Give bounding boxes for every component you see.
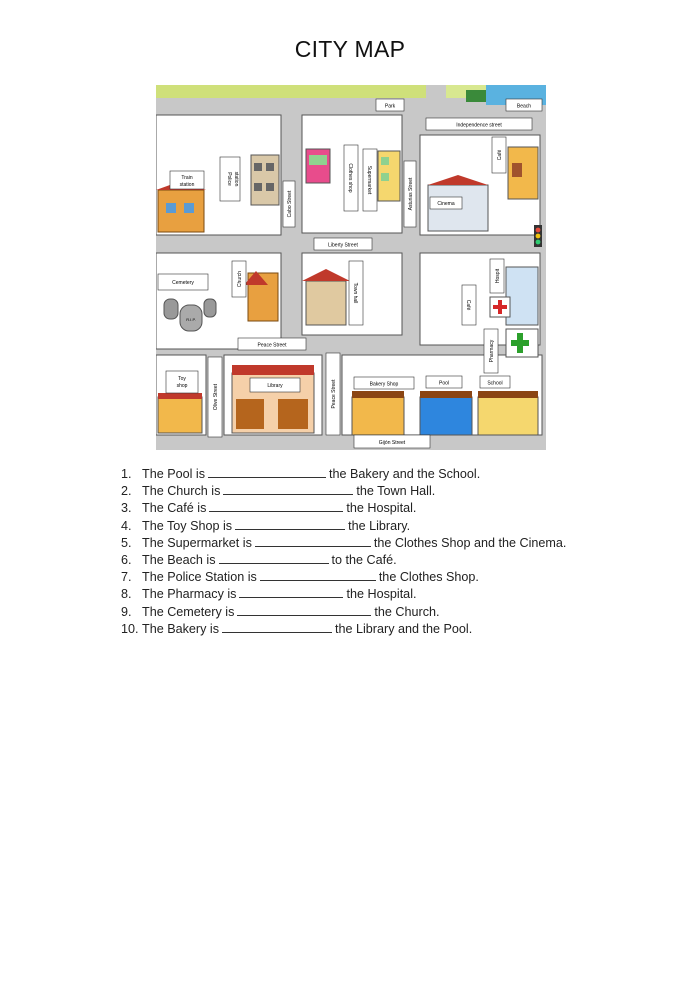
svg-text:station: station bbox=[179, 182, 195, 188]
park-area bbox=[156, 85, 426, 98]
train-station-label bbox=[170, 171, 204, 189]
answer-blank[interactable] bbox=[255, 535, 371, 547]
clothes-shop-building bbox=[306, 149, 330, 183]
svg-text:Gijón Street: Gijón Street bbox=[378, 440, 406, 446]
svg-text:Peace Street: Peace Street bbox=[257, 342, 287, 349]
svg-text:Liberty Street: Liberty Street bbox=[328, 242, 358, 249]
svg-text:Cemetery: Cemetery bbox=[172, 280, 194, 286]
school-label bbox=[480, 376, 510, 388]
svg-text:Café: Café bbox=[465, 299, 471, 311]
svg-text:Beach: Beach bbox=[516, 103, 532, 110]
answer-blank[interactable] bbox=[222, 621, 332, 633]
pool-label bbox=[426, 376, 462, 388]
svg-text:Bakery Shop: Bakery Shop bbox=[369, 381, 399, 388]
peace-street-label-horizontal bbox=[238, 338, 306, 350]
svg-text:Supermarket: Supermarket bbox=[366, 165, 372, 195]
police-station-building bbox=[251, 155, 279, 205]
cabo-street-label bbox=[283, 181, 295, 227]
svg-text:Library: Library bbox=[267, 383, 283, 389]
question-item: 7. The Police Station is the Clothes Shop. bbox=[121, 570, 479, 585]
question-item: 10. The Bakery is the Library and the Pool. bbox=[121, 621, 473, 636]
svg-text:Toy: Toy bbox=[178, 376, 186, 382]
cafe-building bbox=[508, 147, 538, 199]
question-item: 3. The Café is the Hospital. bbox=[121, 501, 417, 516]
svg-text:Park: Park bbox=[384, 103, 396, 110]
traffic-light bbox=[534, 225, 542, 247]
pool-building bbox=[420, 391, 472, 435]
bakery-shop-label bbox=[354, 377, 414, 389]
school-building bbox=[478, 391, 538, 435]
question-item: 5. The Supermarket is the Clothes Shop and the Cinema. bbox=[121, 535, 567, 550]
svg-text:Independence street: Independence street bbox=[456, 122, 502, 129]
bakery-building bbox=[352, 391, 404, 435]
answer-blank[interactable] bbox=[219, 552, 329, 564]
answer-blank[interactable] bbox=[208, 466, 326, 478]
svg-text:Pharmacy: Pharmacy bbox=[489, 339, 495, 363]
answer-blank[interactable] bbox=[209, 500, 343, 512]
svg-text:Asturias Street: Asturias Street bbox=[408, 177, 414, 211]
clothes-shop-label bbox=[344, 145, 358, 211]
answer-blank[interactable] bbox=[239, 586, 343, 598]
question-list bbox=[121, 466, 641, 638]
answer-blank[interactable] bbox=[237, 604, 371, 616]
library-label bbox=[250, 378, 300, 392]
question-item: 9. The Cemetery is the Church. bbox=[121, 604, 440, 619]
answer-blank[interactable] bbox=[235, 518, 345, 530]
svg-text:Hospit: Hospit bbox=[495, 268, 501, 284]
question-item: 4. The Toy Shop is the Library. bbox=[121, 518, 411, 533]
cafe-top-label bbox=[492, 137, 506, 173]
svg-text:Clothes shop: Clothes shop bbox=[347, 163, 353, 193]
question-item: 8. The Pharmacy is the Hospital. bbox=[121, 587, 417, 602]
page-title: CITY MAP bbox=[294, 36, 406, 62]
svg-text:Train: Train bbox=[181, 175, 193, 181]
police-station-label bbox=[220, 157, 240, 201]
svg-text:station: station bbox=[233, 171, 239, 187]
supermarket-building bbox=[378, 151, 400, 201]
question-item: 6. The Beach is to the Café. bbox=[121, 552, 397, 567]
city-map bbox=[156, 85, 546, 450]
svg-text:Town hall: Town hall bbox=[352, 282, 358, 304]
gijon-street-label bbox=[354, 435, 430, 448]
svg-text:School: School bbox=[487, 380, 503, 387]
toy-shop-building bbox=[158, 393, 202, 433]
svg-text:Café: Café bbox=[497, 149, 503, 161]
independence-street-label bbox=[426, 118, 532, 130]
svg-text:Church: Church bbox=[237, 270, 243, 288]
toy-shop-label bbox=[166, 371, 198, 393]
hospital-label bbox=[490, 259, 504, 293]
answer-blank[interactable] bbox=[260, 569, 376, 581]
svg-text:Police: Police bbox=[226, 172, 232, 186]
cemetery-stone-text: R.I.P. bbox=[186, 317, 196, 322]
church-label bbox=[232, 261, 246, 297]
park-label bbox=[376, 99, 404, 111]
svg-text:shop: shop bbox=[176, 383, 188, 389]
library-building bbox=[232, 365, 314, 433]
cemetery-label bbox=[158, 274, 208, 290]
svg-text:Olive Street: Olive Street bbox=[213, 383, 219, 411]
question-item: 1. The Pool is the Bakery and the School. bbox=[121, 467, 481, 481]
cinema-label bbox=[430, 197, 462, 209]
beach-label bbox=[506, 99, 542, 111]
asturias-street-label bbox=[404, 161, 416, 227]
pharmacy-building bbox=[506, 329, 538, 357]
supermarket-label bbox=[363, 149, 377, 211]
svg-text:Cinema: Cinema bbox=[437, 201, 455, 207]
town-hall-label bbox=[349, 261, 363, 325]
olive-street-label bbox=[208, 357, 222, 437]
svg-text:Peace Street: Peace Street bbox=[331, 379, 337, 409]
question-item: 2. The Church is the Town Hall. bbox=[121, 484, 436, 499]
pharmacy-label bbox=[484, 329, 498, 373]
church-building bbox=[244, 271, 278, 321]
peace-street-label-vertical bbox=[326, 353, 340, 435]
svg-text:Cabo Street: Cabo Street bbox=[287, 190, 293, 218]
liberty-street-label bbox=[314, 238, 372, 250]
answer-blank[interactable] bbox=[223, 483, 353, 495]
town-hall-building bbox=[302, 269, 350, 325]
cafe-mid-label bbox=[462, 285, 476, 325]
svg-text:Pool: Pool bbox=[438, 380, 450, 387]
